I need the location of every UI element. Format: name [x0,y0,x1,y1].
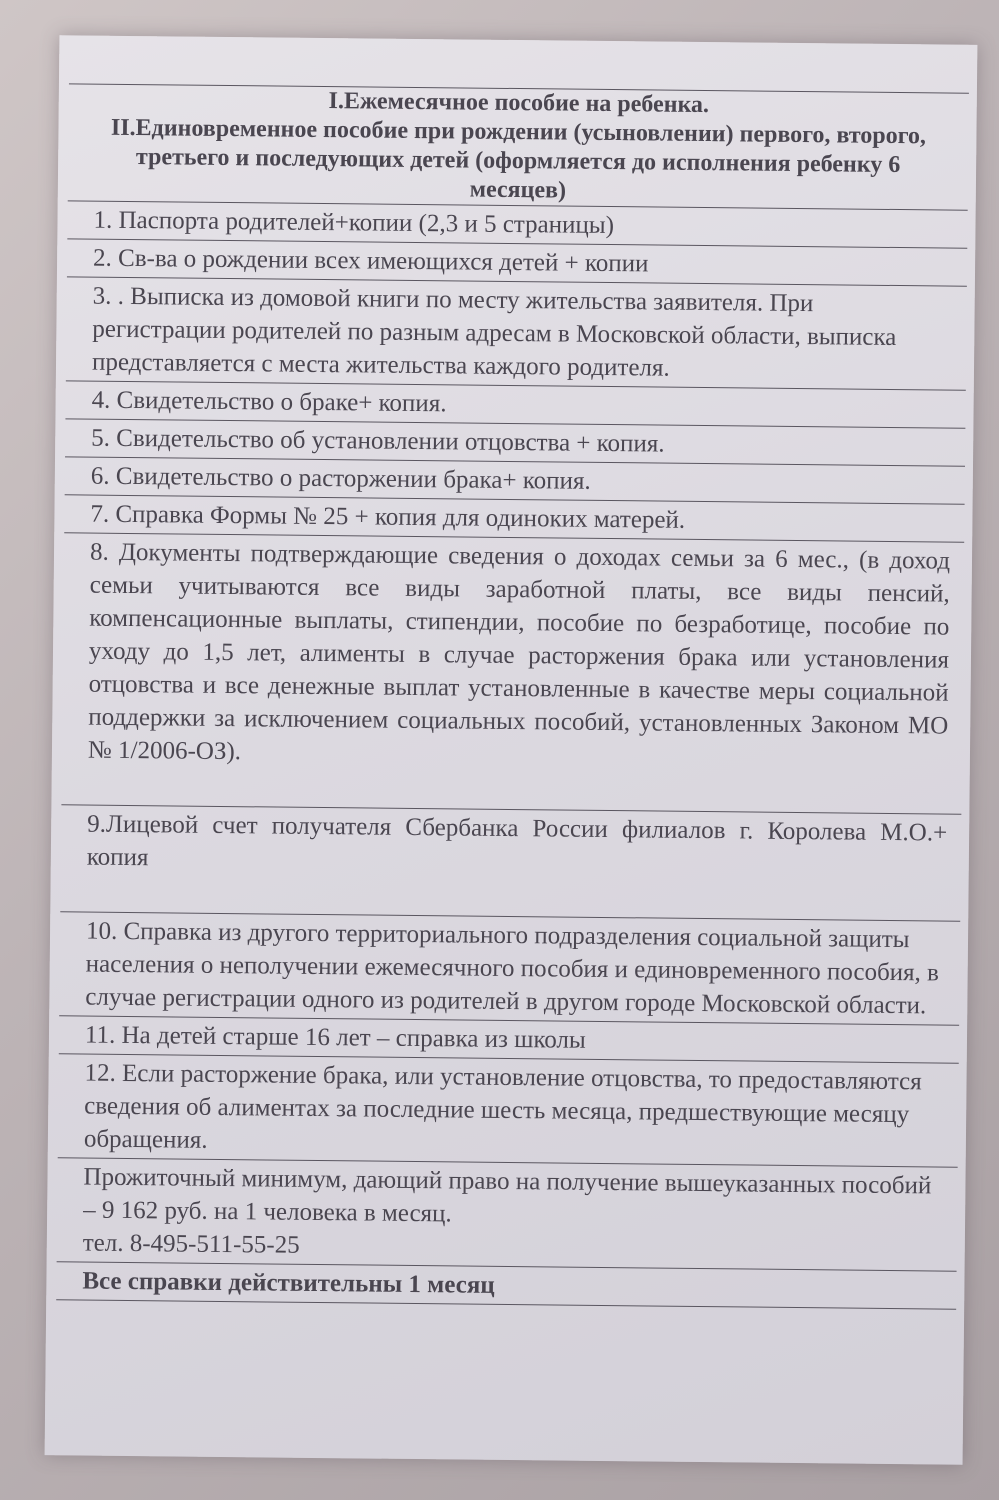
list-item-9: 9.Лицевой счет получателя Сбербанка России филиалов г. Королева М.О.+ копия [60,805,961,921]
list-item-4: 4. Свидетельство о браке+ копия. [65,381,965,428]
list-item-3: 3. . Выписка из домовой книги по месту жительства заявителя. При регистрации родителей по разным адресам в Московской области, выписка представляется с места жительства каждого родителя. [66,277,967,390]
list-item-2: 2. Св-ва о рождении всех имеющихся детей + копии [67,239,967,286]
list-item-5: 5. Свидетельство об установлении отцовства + копия. [65,419,965,466]
list-item-10: 10. Справка из другого территориального подразделения социальной защиты населения о неполучении ежемесячного пособия и единовременного пособия, в случае регистрации одного из родителей в другом городе Московской области. [59,912,960,1025]
list-item-1: 1. Паспорта родителей+копии (2,3 и 5 страницы) [67,201,967,248]
list-item-6: 6. Свидетельство о расторжении брака+ копия. [65,457,965,504]
document-sheet [45,35,978,1465]
validity-note: Все справки действительны 1 месяц [56,1262,956,1309]
phone-number: тел. 8-495-511-55-25 [82,1229,300,1259]
list-item-7: 7. Справка Формы № 25 + копия для одиноких матерей. [64,495,964,542]
requirements-table [56,83,969,1309]
header-subtitle: II.Единовременное пособие при рождении (усыновлении) первого, второго, третьего и последующих детей (оформляется до исполнения ребенку 6 месяцев) [110,114,927,204]
list-item-11: 11. На детей старше 16 лет – справка из школы [59,1016,959,1063]
header-title: I.Ежемесячное пособие на ребенка. [328,88,710,119]
list-item-12: 12. Если расторжение брака, или установление отцовства, то предоставляются сведения об алиментах за последние шесть месяца, предшествующие месяцу обращения. [58,1054,959,1167]
document-header [68,84,969,210]
subsistence-minimum-text: Прожиточный минимум, дающий право на получение вышеуказанных пособий – 9 162 руб. на 1 человека в месяц. [83,1163,932,1228]
list-item-8: 8. Документы подтверждающие сведения о доходах семьи за 6 мес., (в доход семьи учитываются все виды заработной платы, все виды пенсий, компенсационные выплаты, стипендии, пособие по безработице, пособие по уходу до 1,5 лет, алименты в случае расторжения брака или установления отцовства и все денежные выплат установленные в качестве меры социальной поддержки за исключением социальных пособий, установленных Законом МО № 1/2006-ОЗ). [61,533,964,814]
subsistence-minimum-note [57,1158,958,1271]
